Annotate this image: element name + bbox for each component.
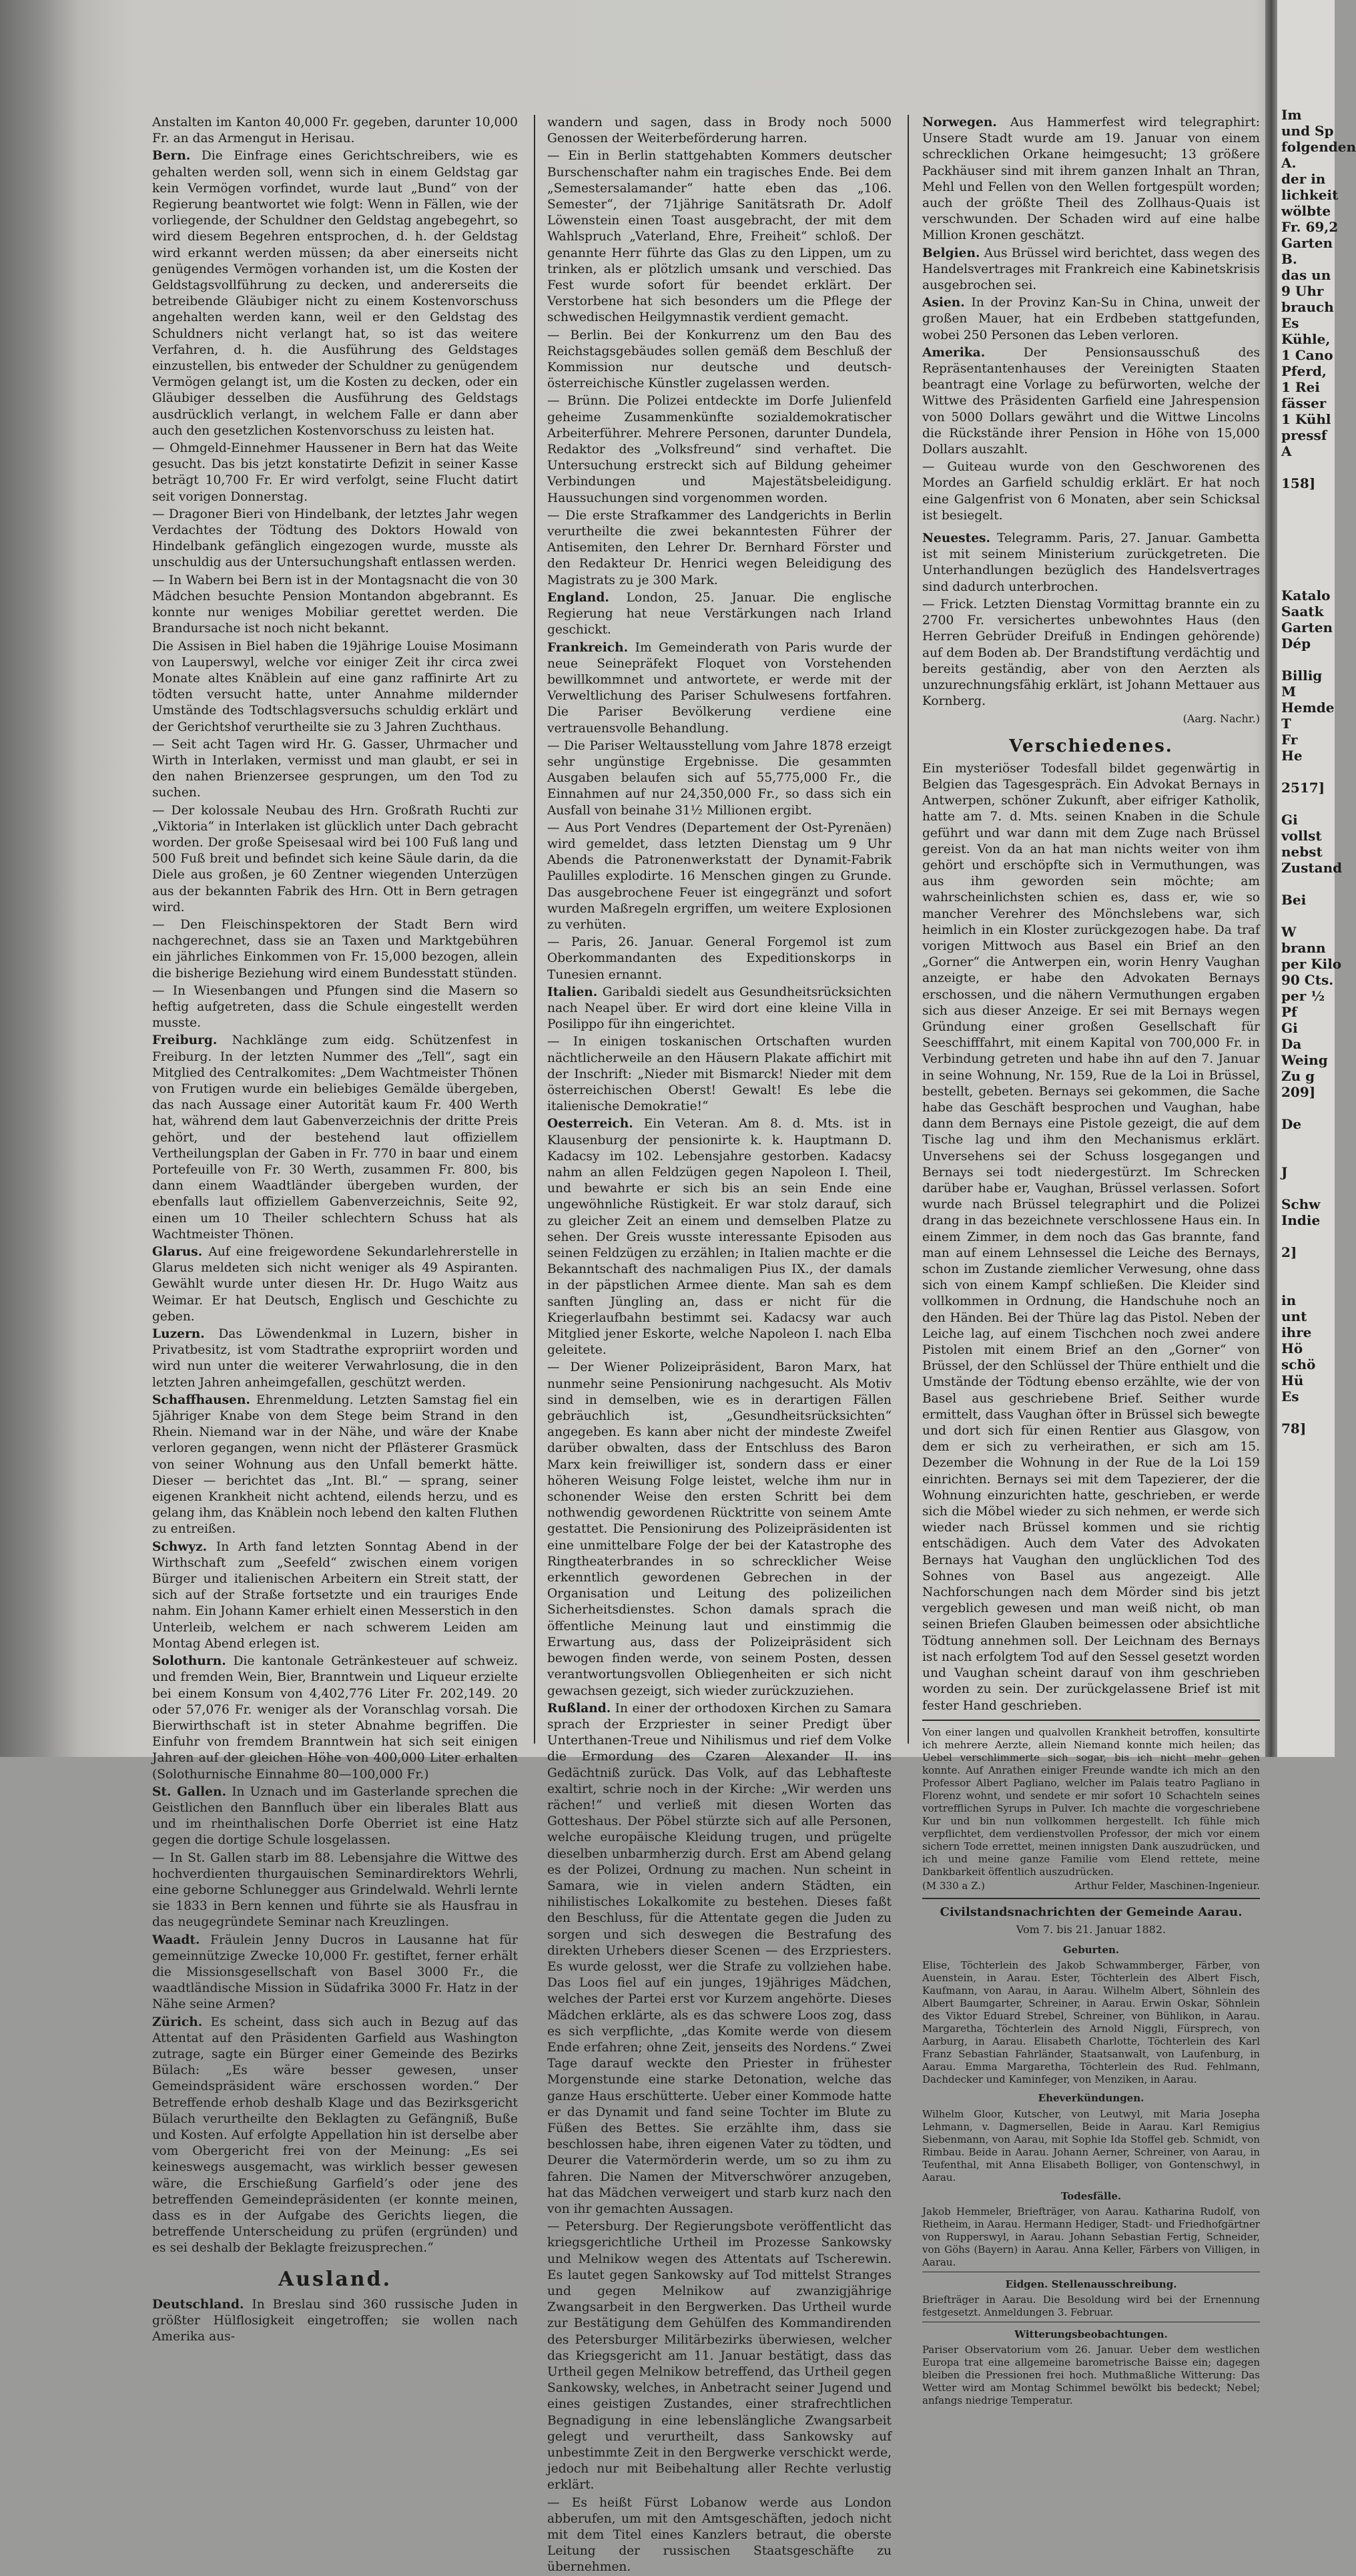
cropped-line: Kühle, [1281,331,1331,347]
cropped-line: Gi [1281,1020,1298,1036]
section-heading: Freiburg. [152,1033,218,1048]
paragraph-text: In der Provinz Kan-Su in China, unweit der großen Mauer, hat ein Erdbeben stattgefunden, wobei 250 Personen das Leben verloren. [922,296,1260,342]
cropped-line [1281,1404,1335,1421]
cropped-line [1281,1132,1335,1148]
cropped-line: pressf [1281,427,1327,443]
section-heading: England. [547,590,609,605]
cropped-line: Pferd, [1281,363,1327,379]
section-heading: Luzern. [152,1327,205,1342]
cropped-line: 1 Kühl [1281,411,1331,427]
cropped-line: Schw [1281,1196,1321,1212]
cropped-line: per Kilo [1281,956,1342,972]
cropped-line: wölbte [1281,203,1331,219]
weather-text: Pariser Observatorium vom 26. Januar. Ueber dem westlichen Europa trat eine allgemeine barometrische Baisse ein; dagegen bleiben die Pressionen frei hoch. Muthmaßliche Witterung: Das Wetter wird am Montag Schimmel bewölkt bis bedeckt; Nebel; anfangs niedrige Temperatur. [922,2344,1260,2407]
paragraph-text: London, 25. Januar. Die englische Regierung hat neue Verstärkungen nach Irland geschickt. [547,590,892,637]
cropped-line [1281,523,1335,539]
cropped-line [1281,555,1335,571]
cropped-line: Katalo [1281,587,1331,603]
cropped-line: Weing [1281,1052,1328,1068]
cropped-line [1281,764,1335,780]
cropped-line [1281,1100,1335,1116]
paragraph [152,1539,518,1652]
paragraph: — Ein in Berlin stattgehabten Kommers deutscher Burschenschafter nahm ein tragisches Ende. Bei dem „Semestersalamander“ hatte eben das „106. Semester“, der 71jährige Sanitätsrath Dr. Adolf Löwenstein einen Toast ausgebracht, der mit dem Wahlspruch „Vaterland, Ehre, Freiheit“ schloß. Der genannte Herr führte das Glas zu den Lippen, um zu trinken, als er plötzlich umsank und verschied. Das Fest wurde sofort für beendet erklärt. Der Verstorbene hat sich besonders um die Pflege der schwedischen Heilgymnastik verdient gemacht. [547,149,892,325]
civil-registry-title: Civilstandsnachrichten der Gemeinde Aarau. [940,1904,1243,1919]
paragraph: — Paris, 26. Januar. General Forgemol ist zum Oberkommandanten des Expeditionskorps in Tunesien ernannt. [547,935,892,982]
advertisement [922,1726,1260,1892]
paragraph [152,1033,518,1243]
column-rule [908,115,909,1744]
cropped-line: Hemde [1281,700,1335,716]
cropped-line [1281,539,1335,555]
cropped-line: Gi [1281,812,1298,828]
paragraph-text: Fräulein Jenny Ducros in Lausanne hat für gemeinnützige Zwecke 10,000 Fr. gestiftet, ferner erhält die Missionsgesellschaft von Basel 3000 Fr., die waadtländische Mission in Südafrika 3000 Fr. Hatz in der Nähe seine Armen? [152,1933,518,2012]
paragraph-text: Der Pensionsausschuß des Repräsentantenhauses der Vereinigten Staaten beantragt eine Vorlage zu befürworten, welche der Wittwe des Präsidenten Garfield eine Jahrespension von 5000 Dollars gewährt und die Wittwe Lincolns die Rückstände ihrer Pension in Höhe von 15,000 Dollars auszahlt. [922,345,1260,457]
section-heading: Neuestes. [922,531,991,546]
section-heading: Rußland. [547,1701,611,1716]
births-list: Elise, Töchterlein des Jakob Schwammberger, Färber, von Auenstein, in Aarau. Ester, Töchterlein des Albert Fisch, Kaufmann, von Aarau, in Aarau. Wilhelm Albert, Söhnlein des Albert Baumgarter, Schreiner, in Aarau. Erwin Oskar, Söhnlein des Viktor Eduard Strebel, Schreiner, von Bühlikon, in Aarau. Margaretha, Töchterlein des Arnold Niggli, Fürsprech, von Aarburg, in Aarau. Elisabeth Charlotte, Töchterlein des Karl Franz Sebastian Fahrländer, Staatsanwalt, von Laufenburg, in Aarau. Emma Margaretha, Töchterlein des Rud. Fehlmann, Dachdecker und Kaminfeger, von Menziken, in Aarau. [922,1959,1260,2086]
ad-text: Von einer langen und qualvollen Krankheit betroffen, konsultirte ich mehrere Aerzte, allein Niemand konnte mich heilen; das Uebel verschlimmerte sich sogar, bis ich nicht mehr gehen konnte. Auf Anrathen einiger Freunde wandte ich mich an den Professor Albert Pagliano, welcher im Palais teatro Pagliano in Florenz wohnt, und sendete er mir sofort 10 Schachteln seines vortrefflichen Syrups in Pulver. Ich machte die vorgeschriebene Kur und bin nun vollkommen hergestellt. Ich fühle mich verpflichtet, dem verdienstvollen Professor, der mich vor einem sichern Tode errettet, meinen innigsten Dank auszudrücken, und ich und meine ganze Familie vom Elend rettete, meine Dankbarkeit öffentlich auszudrücken. [922,1726,1260,1878]
cropped-line: Es [1281,315,1299,331]
section-heading: Amerika. [922,345,986,360]
cropped-line: He [1281,748,1303,764]
cropped-line: T [1281,716,1291,732]
paragraph-text: Nachklänge zum eidg. Schützenfest in Freiburg. In der letzten Nummer des „Tell“, sagt ein Mitglied des Centralkomites: „Dem Wachtmeister Thönen von Frutigen wurde ein beliebiges Gemälde übergeben, das nach Aussage einer Autorität kaum Fr. 400 Werth hat, während dem laut Gabenverzeichnis der dritte Preis gehört, und der bestehend laut offiziellem Vertheilungsplan der Gaben in Fr. 770 in baar und einem Portefeuille von Fr. 30 Werth, zusammen Fr. 800, bis dann einem Waadtländer übergeben wurden, der ebenfalls laut offiziellem Gabenverzeichnis, Seite 92, einen um 10 Theiler schlechtern Schuss hat als Wachtmeister Thönen. [152,1033,518,1242]
cropped-line [1281,652,1335,668]
paragraph: — Den Fleischinspektoren der Stadt Bern wird nachgerechnet, dass sie an Taxen und Marktgebühren ein jährliches Einkommen von Fr. 15,000 bezogen, allein die bisherige Beziehung wird einem Bundesstatt stünden. [152,917,518,981]
paragraph: — In Wiesenbangen und Pfungen sind die Masern so heftig aufgetreten, dass die Schule eingestellt werden musste. [152,983,518,1031]
paragraph: wandern und sagen, dass in Brody noch 5000 Genossen der Weiterbeförderung harren. [547,115,892,146]
paragraph: — Der kolossale Neubau des Hrn. Großrath Ruchti zur „Viktoria“ in Interlaken ist glücklich unter Dach gebracht worden. Der große Speisesaal wird bei 100 Fuß lang und 500 Fuß breit und befindet sich keine Säule darin, da die Diele aus großen, je 60 Zentner wiegenden Unterzügen aus der bekannten Fabrik des Hrn. Ott in Bern getragen wird. [152,803,518,915]
paragraph [152,1392,518,1538]
cropped-line: 2] [1281,1244,1297,1260]
paragraph-text: Die kantonale Getränkesteuer auf schweiz. und fremden Wein, Bier, Branntwein und Liqueur erzielte bei einem Konsum von 4,402,776 Liter Fr. 202,149. 20 oder 57,076 Fr. weniger als der Voranschlag vorsah. Die Bierwirthschaft ist in steter Abnahme begriffen. Die Einfuhr von fremdem Branntwein hat sich seit einigen Jahren auf der gleichen Höhe von 400,000 Liter erhalten (Solothurnische Einnahme 80—100,000 Fr.) [152,1654,518,1782]
column-1 [152,115,519,2344]
paragraph: — Ohmgeld-Einnehmer Haussener in Bern hat das Weite gesucht. Das bis jetzt konstatirte Defizit in seiner Kasse beträgt 10,700 Fr. Er wird verfolgt, seine Flucht datirt seit vorigen Donnerstag. [152,441,518,504]
paragraph-text: In Arth fand letzten Sonntag Abend in der Wirthschaft zum „Seefeld“ zwischen einem vorigen Bürger und italienischen Arbeitern ein Streit statt, der sich auf der Straße fortsetzte und ein trauriges Ende nahm. Ein Johann Kamer erhielt einen Messerstich in den Unterleib, welchem er nach schwerem Leiden am Montag Abend erlegen ist. [152,1539,518,1651]
cropped-line [1281,491,1335,507]
section-title-ausland: Ausland. [278,2267,392,2291]
paragraph: — Berlin. Bei der Konkurrenz um den Bau des Reichstagsgebäudes sollen gemäß dem Beschluß der Kommission nur deutsche und deutsch-österreichische Künstler zugelassen werden. [547,328,892,391]
paragraph [152,1653,518,1783]
paragraph-text: Es scheint, dass sich auch in Bezug auf das Attentat auf den Präsidenten Garfield aus Washington zutrage, sagte ein Bürger einer Gemeinde des Bezirks Bülach: „Es wäre besser gewesen, unser Gemeindspräsident wäre erschossen worden.“ Der Betreffende erhob deshalb Klage und das Bezirksgericht Bülach verurtheilte den Beklagten zu Gefängniß, Buße und Kosten. Auf erfolgte Appellation hin ist derselbe aber vom Obergericht frei von der Meinung: „Es sei keineswegs ausgemacht, was wirklich besser gewesen wäre, die Erschießung Garfield’s oder jene des betreffenden Gemeindepräsidenten (er konnte meinen, dass es in der Aufgabe des Gerichts liegen, die betreffende Unterscheidung zu prüfen (ergründen) und es sei deshalb der Beklagte freizusprechen.“ [152,2015,518,2256]
cropped-line: lichkeit [1281,187,1339,203]
cropped-line: folgenden [1281,139,1356,155]
paragraph [152,2297,518,2346]
section-title-verschiedenes: Verschiedenes. [1009,736,1173,756]
section-heading: Belgien. [922,246,980,260]
cropped-line: in [1281,1292,1297,1308]
section-heading: Italien. [547,985,598,999]
cropped-line: Pf [1281,1004,1297,1020]
marriages-heading: Eheverkündungen. [1038,2092,1144,2105]
paragraph: — Guiteau wurde von den Geschworenen des Mordes an Garfield schuldig erklärt. Er hat noch eine Galgenfrist von 6 Monaten, aber sein Schicksal ist besiegelt. [922,460,1260,523]
cropped-line: Dép [1281,635,1311,652]
cropped-line: nebst [1281,844,1323,860]
paragraph [152,1784,518,1849]
paragraph: — Es heißt Fürst Lobanow werde aus London abberufen, um mit den Amtsgeschäften, jedoch nicht mit dem Titel eines Kanzlers betraut, die oberste Leitung der russischen Staatsgeschäfte zu übernehmen. [547,2495,892,2575]
job-posting-text: Briefträger in Aarau. Die Besoldung wird bei der Ernennung festgesetzt. Anmeldungen 3. Februar. [922,2293,1260,2318]
section-heading: Bern. [152,149,191,164]
cropped-line: Indie [1281,1212,1321,1228]
paragraph [152,2015,518,2257]
paragraph-text: Telegramm. Paris, 27. Januar. Gambetta ist mit seinem Ministerium zurückgetreten. Die Unterhandlungen bezüglich des Handelsvertrages sind dadurch unterbrochen. [922,531,1260,594]
cropped-line: Fr. 69,2 [1281,219,1339,235]
cropped-line: M [1281,684,1297,700]
paragraph-text: Auf eine freigewordene Sekundarlehrerstelle in Glarus meldeten sich nicht weniger als 49 Aspiranten. Gewählt wurde unter diesen Hr. Dr. Hugo Waitz aus Weimar. Er hat Deutsch, Englisch und Geschichte zu geben. [152,1245,518,1324]
cropped-line: Zustand [1281,860,1343,876]
cropped-line: W [1281,924,1297,940]
page-gutter [1265,0,1277,1757]
paragraph-text: Das Löwendenkmal in Luzern, bisher in Privatbesitz, ist vom Stadtrathe expropriirt worden und wird nun unter die weiterer Verwahrlosung, die in den letzten Jahren anheimgefallen, geschützt werden. [152,1327,518,1390]
cropped-line [1281,507,1335,523]
section-heading: Frankreich. [547,640,629,655]
cropped-line: unt [1281,1308,1307,1324]
deaths-list: Jakob Hemmeler, Briefträger, von Aarau. Katharina Rudolf, von Rietheim, in Aarau. Hermann Hediger, Stadt- und Friedhofgärtner von Rupperswyl, in Aarau. Johann Sebastian Fertig, Schneider, von Göhs (Bayern) in Aarau. Anna Keller, Färbers von Villigen, in Aarau. [922,2205,1260,2268]
paragraph: — Die erste Strafkammer des Landgerichts in Berlin verurtheilte die zwei bekanntesten Führer der Antisemiten, den Lehrer Dr. Bernhard Förster und den Redakteur Dr. Henrici wegen Beleidigung des Magistrats zu je 300 Mark. [547,508,892,587]
weather-heading: Witterungsbeobachtungen. [1014,2328,1168,2340]
cropped-line: 78] [1281,1421,1307,1437]
paragraph-text: Garibaldi siedelt aus Gesundheitsrücksichten nach Neapel über. Er wird dort eine kleine Villa in Posilippo für ihn eingerichtet. [547,985,892,1032]
cropped-line: 2517] [1281,780,1325,796]
births-heading: Geburten. [1062,1944,1120,1957]
paragraph-text: Im Gemeinderath von Paris wurde der neue Seinepräfekt Floquet von Vorstehenden bewillkommnet und antwortete, er werde mit der Verweltlichung des Pariser Schulwesens fortfahren. Die Pariser Bevölkerung verdiene eine vertrauensvolle Behandlung. [547,640,892,736]
paragraph [547,1116,892,1358]
paragraph [922,345,1260,458]
paragraph: — Aus Port Vendres (Departement der Ost-Pyrenäen) wird gemeldet, dass letzten Dienstag um 9 Uhr Abends die Patronenwerkstatt der Dynamit-Fabrik Paulilles explodirte. 16 Menschen gingen zu Grunde. Das ausgebrochene Feuer ist eingegränzt und sofort wurden Maßregeln ergriffen, um weitere Explosionen zu verhüten. [547,820,892,932]
paragraph-text: Aus Brüssel wird berichtet, dass wegen des Handelsvertrages mit Frankreich eine Kabinetskrisis ausgebrochen sei. [922,246,1260,293]
cropped-line [1281,1148,1335,1164]
source-note: (Aarg. Nachr.) [1182,712,1260,726]
cropped-line [1281,459,1335,475]
cropped-line: vollst [1281,828,1322,844]
paragraph [152,1933,518,2013]
cropped-line: 209] [1281,1084,1316,1100]
paragraph [922,531,1260,595]
cropped-line: A. [1281,155,1297,171]
cropped-line: De [1281,1116,1302,1132]
civil-registry-date: Vom 7. bis 21. Januar 1882. [1016,1922,1166,1936]
cropped-line: brauch [1281,299,1334,315]
cropped-line: Hö [1281,1340,1303,1356]
section-heading: St. Gallen. [152,1784,227,1799]
divider [922,1720,1260,1721]
marriages-list: Wilhelm Gloor, Kutscher, von Leutwyl, mit Maria Josepha Lehmann, v. Dagmersellen, Beide in Aarau. Karl Remigius Siebenmann, von Aarau, mit Sophie Ida Stoffel geb. Schmidt, von Rimbau. Beide in Aarau. Johann Aerner, Schreiner, von Aarau, in Teufenthal, mit Anna Elisabeth Bolliger, von Gontenschwyl, in Aarau. [922,2107,1260,2183]
cropped-line: 90 Cts. [1281,972,1334,988]
section-heading: Schaffhausen. [152,1392,250,1407]
paragraph-text: Die Einfrage eines Gerichtschreibers, wie es gehalten werden soll, wenn sich in einem Geldstag gar kein Vermögen vorfindet, wurde laut „Bund“ von der Regierung beantwortet wie folgt: Wenn in Fällen, wie der vorliegende, der Schuldner den Geldstag angebegehrt, so wird diesem Begehren entsprochen, d. h. der Geldstag wird erkannt werden müssen; da aber einerseits nicht genügendes Vermögen vorhanden ist, um die Kosten der Geldstagsvollführung zu decken, und andererseits die betreibende Gläubiger nicht zu einem Kostenvorschuss angehalten werden kann, weil er den Geldstag des Schuldners nicht verlangt hat, so ist das weitere Verfahren, d. h. die Ausführung des Geldstages einzustellen, bis entweder der Schuldner zu genügendem Vermögen gelangt ist, um die Kosten zu decken, oder ein Gläubiger desselben die Ausführung des Geldstags ausdrücklich verlangt, in welchem Falle er dann aber auch den gesetzlichen Kostenvorschuss zu leisten hat. [152,149,518,438]
section-heading: Schwyz. [152,1539,208,1554]
paragraph [922,115,1260,244]
paragraph: Anstalten im Kanton 40,000 Fr. gegeben, darunter 10,000 Fr. an das Armengut in Herisau. [152,115,519,146]
cropped-line: per ½ [1281,988,1325,1004]
paragraph-text: Aus Hammerfest wird telegraphirt: Unsere Stadt wurde am 19. Januar von einem schrecklichen Orkane heimgesucht; 13 größere Packhäuser sind mit ihrem ganzen Inhalt an Thran, Mehl und Fellen von den Wellen fortgespült worden; auch der größte Theil des Zollhaus-Quais ist verschwunden. Der Schaden wird auf eine halbe Million Kronen geschätzt. [922,115,1260,243]
cropped-line: der in [1281,171,1326,187]
section-heading: Waadt. [152,1933,200,1947]
section-heading: Zürich. [152,2015,203,2029]
ad-signature: Arthur Felder, Maschinen-Ingenieur. [1074,1879,1260,1892]
column-rule [534,115,535,1744]
section-heading: Norwegen. [922,115,997,130]
cropped-line: Garten [1281,235,1333,251]
job-posting-heading: Eidgen. Stellenausschreibung. [1005,2278,1177,2290]
cropped-line: B. [1281,251,1297,267]
paragraph [152,1244,518,1325]
cropped-line: Garten [1281,619,1333,635]
paragraph-text: In Uznach und im Gasterlande sprechen die Geistlichen den Bannfluch über ein liberales Blatt aus und im rheinthalischen Dorfe Oberriet ist eine Hatz gegen die dortige Schule losgelassen. [152,1784,518,1848]
cropped-line: Fr [1281,732,1298,748]
cropped-line: das un [1281,267,1331,283]
cropped-line: 9 Uhr [1281,283,1324,299]
cropped-line [1281,1180,1335,1196]
cropped-line: Hü [1281,1372,1304,1388]
paragraph [547,985,892,1033]
cropped-line: Da [1281,1036,1302,1052]
section-heading: Solothurn. [152,1654,226,1669]
cropped-line: Es [1281,1388,1299,1404]
paragraph: — In St. Gallen starb im 88. Lebensjahre die Wittwe des hochverdienten thurgauischen Seminardirektors Wehrli, eine geborne Schlunegger aus Grindelwald. Wehrli lernte sie 1833 in Bern kennen und führte sie als Hausfrau in das neugegründete Seminar nach Kreuzlingen. [152,1850,518,1930]
ad-code: (M 330 a Z.) [922,1879,985,1892]
paragraph [922,246,1260,294]
cropped-line: Bei [1281,892,1307,908]
column-4-cropped [1281,107,1356,1749]
cropped-line: A [1281,443,1292,459]
cropped-line [1281,1228,1335,1244]
paragraph-text: In Breslau sind 360 russische Juden in größter Hülflosigkeit eingetroffen; sie wollen nach Amerika aus- [152,2297,518,2344]
cropped-line: Im [1281,107,1302,123]
paragraph: — Der Wiener Polizeipräsident, Baron Marx, hat nunmehr seine Pensionirung nachgesucht. Als Motiv sind in demselben, wie es in derartigen Fällen gebräuchlich ist, „Gesundheitsrücksichten“ angegeben. Es kann aber nicht der mindeste Zweifel darüber obwalten, dass der Entschluss des Baron Marx kein freiwilliger ist, sondern dass er einer höheren Weisung Folge leistet, welche ihm nur in schonender Weise den ersten Schritt bei dem nothwendig gewordenen Rücktritte von seinem Amte gestattet. Die Pensionirung des Polizeipräsidenten ist eine unmittelbare Folge der bei der Katastrophe des Ringtheaterbrandes in so schrecklicher Weise erkenntlich gewordenen Gebrechen in der Organisation und Leitung des polizeilichen Sicherheitsdienstes. Schon damals sprach die öffentliche Meinung laut und einstimmig die Erwartung aus, dass der Polizeipräsident sich bewogen finden werde, von seinem Posten, dessen verantwortungsvollen Obliegenheiten er sich nicht gewachsen gezeigt, sich wieder zurückzuziehen. [547,1360,892,1698]
column-3 [922,115,1260,2407]
paragraph: — Die Pariser Weltausstellung vom Jahre 1878 erzeigt sehr ungünstige Ergebnisse. Die gesammten Ausgaben belaufen sich auf 55,775,000 Fr., die Einnahmen auf nur 24,350,000 Fr., so dass sich ein Ausfall von beinahe 31½ Millionen ergibt. [547,738,892,818]
cropped-line: 1 Rei [1281,379,1320,395]
cropped-line [1281,876,1335,892]
section-heading: Oesterreich. [547,1117,633,1131]
paragraph-text: Ein Veteran. Am 8. d. Mts. ist in Klausenburg der pensionirte k. k. Hauptmann D. Kadacsy im 102. Lebensjahre gestorben. Kadacsy nahm an allen Feldzügen gegen Napoleon I. Theil, und bewahrte er sich bis an sein Ende eine ungewöhnliche Rüstigkeit. Er war stolz darauf, sich zu gleicher Zeit an einem und demselben Platze zu sehen. Der Greis wusste interessante Episoden aus seinen Feldzügen zu erzählen; in Italien machte er die Bekanntschaft des nachmaligen Pius IX., der damals in der päpstlichen Armee diente. Man sah es dem sanften Jüngling an, dass er nicht für die Kriegerlaufbahn bestimmt sei. Kadacsy war auch Mitglied jener Eskorte, welche Napoleon I. nach Elba geleitete. [547,1117,892,1358]
paragraph [152,148,518,439]
paragraph [922,295,1260,344]
cropped-line [1281,1276,1335,1292]
paragraph: — Petersburg. Der Regierungsbote veröffentlicht das kriegsgerichtliche Urtheil im Prozesse Sankowsky und Melnikow wegen des Attentats auf Tscherewin. Es lautet gegen Sankowsky auf Tod mittelst Stranges und gegen Melnikow auf zwanzigjährige Zwangsarbeit in den Bergwerken. Das Urtheil wurde zur Bestätigung dem Gehülfen des Kommandirenden des Petersburger Militärbezirks überwiesen, welcher das Kriegsgericht am 11. Januar bestätigt, dass das Urtheil gegen Melnikow betreffend, das Urtheil gegen Sankowsky, welches, in Anbetracht seiner Jugend und eines geistigen Zustandes, einer strafrechtlichen Begnadigung in eine lebenslängliche Zwangsarbeit gelegt und verurtheilt, dass Sankowsky auf unbestimmte Zeit in den Bergwerke verschickt werde, jedoch nur mit Beibehaltung aller Rechte verlustig erklärt. [547,2220,892,2493]
paragraph: — In einigen toskanischen Ortschaften wurden nächtlicherweile an den Häusern Plakate affichirt mit der Inschrift: „Nieder mit Bismarck! Nieder mit dem österreichischen Oberst! Gewalt! Es lebe die italienische Demokratie!“ [547,1035,892,1114]
deaths-heading: Todesfälle. [1060,2189,1122,2202]
paragraph: Die Assisen in Biel haben die 19jährige Louise Mosimann von Lauperswyl, welche vor einiger Zeit ihr circa zwei Monate altes Knäblein auf eine ganz raffinirte Art zu tödten versucht hatte, unter Annahme mildernder Umstände des Todtschlagsversuchs schuldig erklärt und der Gerichtshof verurtheilte sie zu 3 Jahren Zuchthaus. [152,639,518,734]
section-heading: Asien. [922,296,965,310]
paragraph: — In Wabern bei Bern ist in der Montagsnacht die von 30 Mädchen besuchte Pension Montandon abgebrannt. Es konnte nur weniges Mobiliar gerettet werden. Die Brandursache ist noch nicht bekannt. [152,573,518,636]
cropped-line [1281,908,1335,924]
cropped-line: und Sp [1281,123,1334,139]
cropped-line [1281,571,1335,587]
paragraph: — Brünn. Die Polizei entdeckte im Dorfe Julienfeld geheime Zusammenkünfte sozialdemokratischer Arbeiterführer. Mehrere Personen, darunter Dundela, Redaktor des „Volksfreund“ sind verhaftet. Die Untersuchung erstreckt sich auf Bildung geheimer Verbindungen und Majestätsbeleidigung. Haussuchungen sind vorgenommen worden. [547,394,892,505]
cropped-line: 1 Cano [1281,347,1333,363]
section-heading: Deutschland. [152,2297,244,2312]
cropped-line: Saatk [1281,603,1324,619]
cropped-line [1281,796,1335,812]
paragraph [547,1701,892,2218]
section-heading: Glarus. [152,1245,203,1260]
cropped-line: ihre [1281,1324,1312,1340]
cropped-line: fässer [1281,395,1327,411]
paragraph: — Seit acht Tagen wird Hr. G. Gasser, Uhrmacher und Wirth in Interlaken, vermisst und man glaubt, er sei in den nahen Brienzersee gesprungen, um den Tod zu suchen. [152,737,518,800]
paragraph: — Frick. Letzten Dienstag Vormittag brannte ein zu 2700 Fr. versichertes unbewohntes Haus (den Herren Gebrüder Dreifuß in Endingen gehörende) auf dem Boden ab. Der Brandstiftung verdächtig und bereits geständig, aber von den Aerzten als unzurechnungsfähig erklärt, ist Johann Mettauer aus Kornberg. [922,597,1260,709]
column-2 [547,115,892,2575]
divider [922,1898,1260,1899]
cropped-line: brann [1281,940,1326,956]
cropped-line: 158] [1281,475,1316,491]
paragraph: — Dragoner Bieri von Hindelbank, der letztes Jahr wegen Verdachtes der Tödtung des Doktors Howald von Hindelbank gefänglich eingezogen wurde, musste als unschuldig aus der Untersuchungshaft entlassen werden. [152,507,518,570]
paragraph: Ein mysteriöser Todesfall bildet gegenwärtig in Belgien das Tagesgespräch. Ein Advokat Bernays in Antwerpen, schöner Zukunft, aber eifriger Katholik, hatte am 7. d. Mts. seinen Knaben in die Schule geführt und war dann mit dem Zuge nach Brüssel gereist. Von da an hat man nichts weiter von ihm gehört und erschöpfte sich in Vermuthungen, was aus ihm geworden sein möchte; am wahrscheinlichsten schien es, dass er, wie so mancher Verehrer des Mönchslebens war, sich heimlich in ein Kloster zurückgezogen habe. Da traf vorigen Mittwoch aus Basel ein Brief an den „Gorner“ die Antwerpen ein, worin Henry Vaughan anzeigte, er habe den Advokaten Bernays erschossen, und die nähern Vermuthungen ergaben sich aus dieser Anzeige. Er sei mit Bernays wegen Gründung einer großen Gesellschaft für Seeschifffahrt, mit einem Kapital von 700,000 Fr. in Verbindung getreten und habe ihn auf den 7. Januar in seine Wohnung, Nr. 159, Rue de la Loi in Brüssel, bestellt, gebeten. Bernays sei gekommen, die Sache habe das Geschäft besprochen und Vaughan, habe dann dem Bernays eine Pistole gezeigt, die auf dem Tische lag und ihm den Mechanismus erklärt. Unversehens sei der Schuss losgegangen und Bernays sei todt niedergestürzt. Im Schrecken darüber habe er, Vaughan, Brüssel verlassen. Sofort wurde nach Brüssel telegraphirt und die Polizei drang in das bezeichnete verschlossene Haus ein. In einem Zimmer, in dem noch das Gas brannte, fand man auf einem Lehnsessel die Leiche des Bernays, schon im Zustande ziemlicher Verwesung, ohne dass sich von einem Kampf schließen. Die Kleider sind vollkommen in Ordnung, die Handschuhe noch an den Händen. Bei der Thüre lag das Pistol. Neben der Leiche lag, auf einem Tischchen noch zwei andere Pistolen mit einem Brief an den „Gorner“ von Brüssel, der den Schlüssel der Thüre enthielt und die Umstände der Tödtung ebenso erzählte, wie der von Basel aus geschriebene Brief. Seither wurde ermittelt, dass Vaughan öfter in Brüssel sich bewegte und dort sich für einen Rentier aus Glasgow, von dem er sich zu verheirathen, er sich am 15. Dezember die Wohnung in der Rue de la Loi 159 einrichten. Bernays sei mit dem Tapezierer, der die Wohnung einzurichten hatte, geschrieben, er werde sich die Möbel wieder zu sich nehmen, er werde sich wieder nach Brüssel kommen und sie richtig entschädigen. Auch dem Vater des Advokaten Bernays hat Vaughan den unglücklichen Tod des Sohnes von Basel aus angezeigt. Alle Nachforschungen nach dem Mörder sind bis jetzt vergeblich gewesen und man weiß nicht, ob man seinen Briefen Glauben beimessen oder absichtliche Tödtung annehmen soll. Der Leichnam des Bernays ist nach erfolgtem Tod auf den Sessel gesetzt worden und Vaughan scheint darauf von ihm geschrieben worden zu sein. Der zurückgelassene Brief ist mit fester Hand geschrieben. [922,761,1260,1713]
cropped-line: J [1281,1164,1288,1180]
paragraph [152,1326,518,1391]
paragraph-text: In einer der orthodoxen Kirchen zu Samara sprach der Erzpriester in seiner Predigt über Unterthanen-Treue und Nihilismus und rief dem Volke die Ermordung des Czaren Alexander II. ins Gedächtniß zurück. Das Volk, auf das Lebhafteste exaltirt, schrie noch in der Kirche: „Wir werden uns rächen!“ und verließ mit diesen Worten das Gotteshaus. Der Pöbel stürzte sich auf alle Personen, welche europäische Kleidung trugen, und prügelte dieselben unbarmherzig durch. Erst am Abend gelang es der Polizei, Ordnung zu machen. Nun scheint in Samara, wie in vielen andern Städten, ein nihilistisches Lokalkomite zu bestehen. Dieses faßt den Beschluss, für die Attentate gegen die Juden zu sorgen und sich deswegen die Bestrafung des direkten Urhebers dieser Scenen — des Erzpriesters. Es wurde gelosst, wer die Strafe zu vollziehen habe. Das Loos fiel auf ein junges, 19jähriges Mädchen, welches der Partei erst vor Kurzem angehörte. Dieses Mädchen erklärte, als es das schwere Loos zog, dass es sich verpflichte, „das Komite werde von diesem Ende erfahren; ohne Zeit, jenseits des Nordens.“ Zwei Tage darauf weckte den Priester in frühester Morgenstunde eine starke Detonation, welche das ganze Haus erschütterte. Ueber einer Kommode hatte er das Dynamit und fand seine Tochter im Blute zu Füßen des Bettes. Sie erzählte ihm, dass sie beschlossen habe, ihren eigenen Vater zu tödten, und Deurer die Vatermörderin werde, um so zu ihm zu fahren. Die Namen der Mitverschwörer anzugeben, hat das Mädchen verweigert und starb kurz nach den von ihr gemachten Aussagen. [547,1701,892,2216]
paragraph [547,640,892,737]
paragraph [547,590,892,639]
cropped-line [1281,1260,1335,1276]
cropped-line: Billig [1281,668,1323,684]
cropped-line: schö [1281,1356,1316,1372]
cropped-line: Zu g [1281,1068,1315,1084]
paragraph-text: Ehrenmeldung. Letzten Samstag fiel ein 5jähriger Knabe von dem Stege beim Strand in den Rhein. Niemand war in der Nähe, und wäre der Knabe verloren gegangen, wenn nicht der Pflästerer Grasmück von seiner Wohnung aus den Unfall bemerkt hätte. Dieser — berichtet das „Int. Bl.“ — sprang, seiner eigenen Krankheit nicht achtend, eilends herzu, und es gelang ihm, das Knäblein noch lebend den kalten Fluthen zu entreißen. [152,1392,518,1537]
